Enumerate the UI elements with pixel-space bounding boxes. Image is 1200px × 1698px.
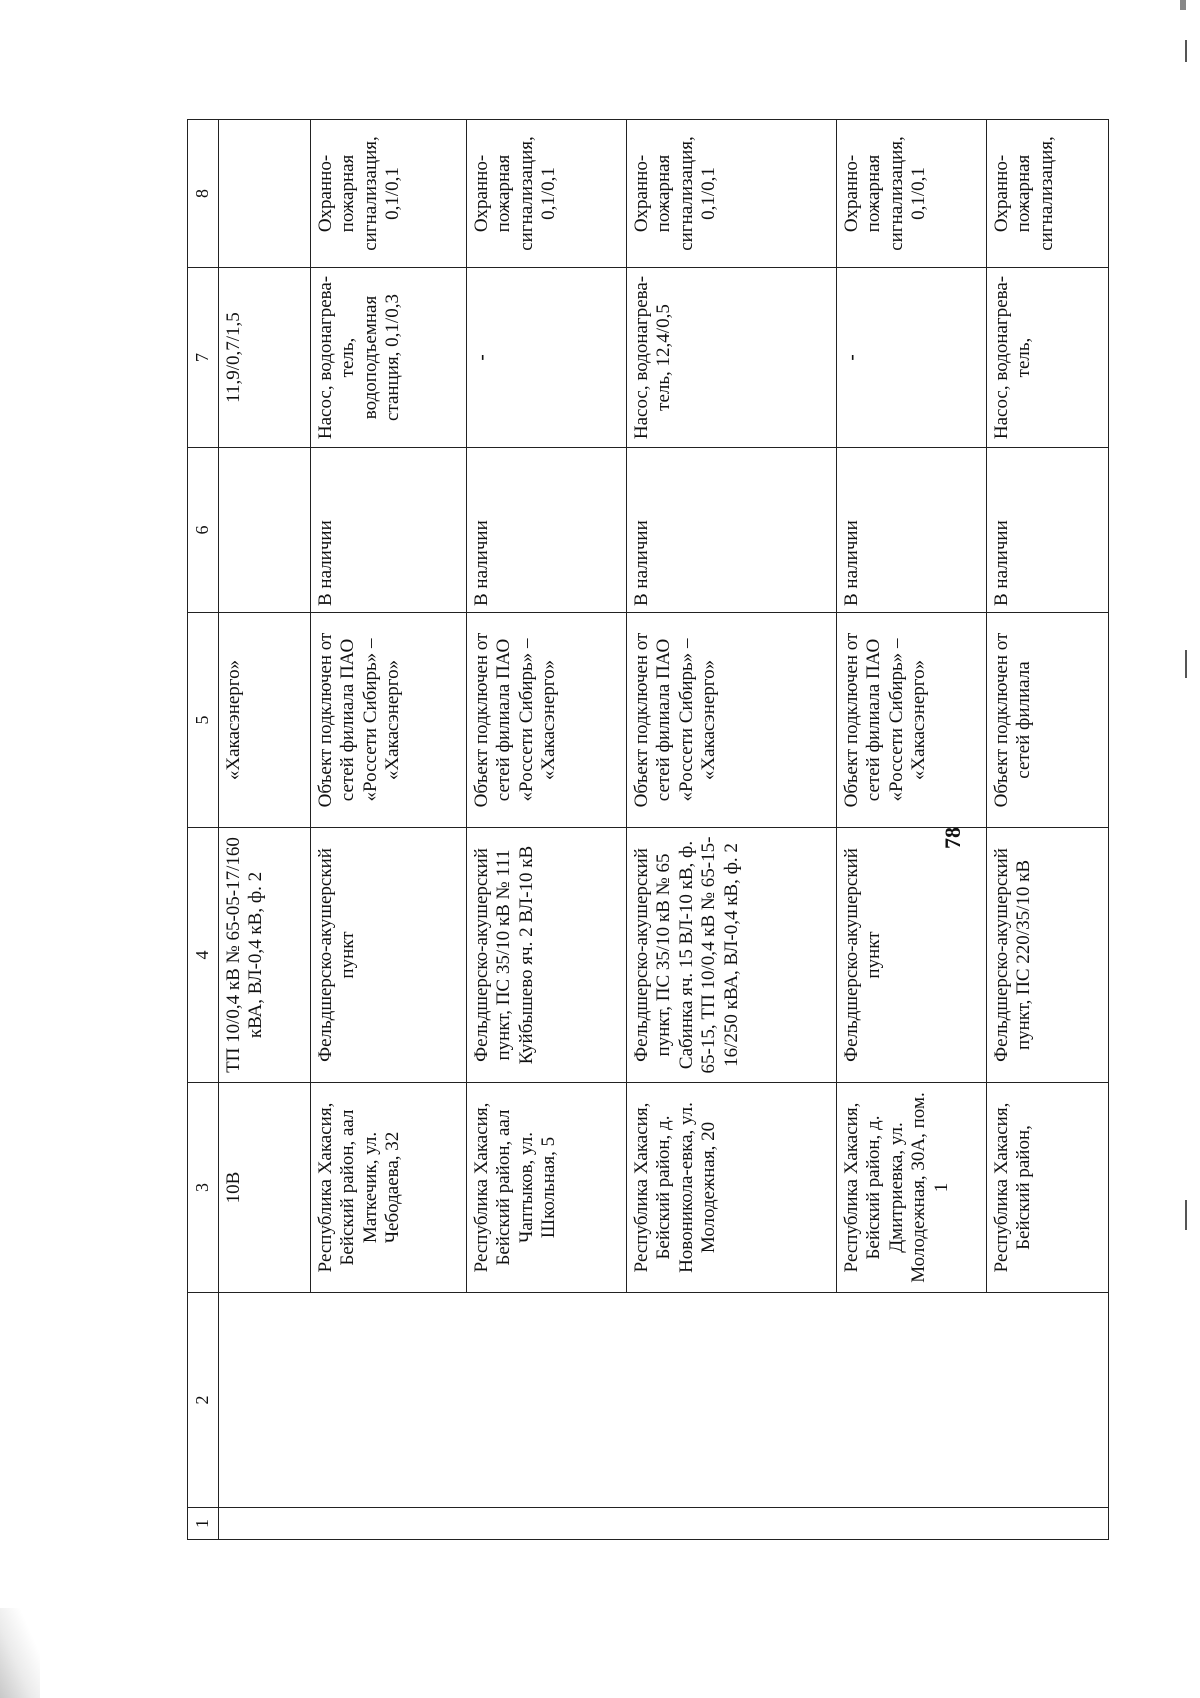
column-header: 8 (188, 120, 219, 268)
table-cell: Насос, водонагрева-тель, 12,4/0,5 (627, 268, 837, 448)
table-cell: Республика Хакасия, Бейский район, аал Маткечик, ул. Чебодаева, 32 (311, 1083, 467, 1293)
table-cell (219, 1293, 1109, 1508)
table-cell: Объект подключен от сетей филиала (987, 613, 1109, 828)
column-header: 2 (188, 1293, 219, 1508)
table-cell: В наличии (311, 448, 467, 613)
table-cell: «Хакасэнерго» (219, 613, 311, 828)
table-cell: 10В (219, 1083, 311, 1293)
table-cell: Республика Хакасия, Бейский район, аал Чаптыков, ул. Школьная, 5 (467, 1083, 627, 1293)
table-cell: Объект подключен от сетей филиала ПАО «Россети Сибирь» – «Хакасэнерго» (311, 613, 467, 828)
column-header: 7 (188, 268, 219, 448)
column-header: 1 (188, 1508, 219, 1540)
table-cell: Насос, водонагрева-тель, (987, 268, 1109, 448)
table-cell: Фельдшерско-акушерский пункт, ПС 35/10 кВ № 65 Сабинка яч. 15 ВЛ-10 кВ, ф. 65-15, ТП 10/0,4 кВ № 65-15-16/250 кВА, ВЛ-0,4 кВ, ф. 2 (627, 828, 837, 1083)
table-cell: ТП 10/0,4 кВ № 65-05-17/160 кВА, ВЛ-0,4 кВ, ф. 2 (219, 828, 311, 1083)
table-cell (219, 448, 311, 613)
table-cell: Охранно-пожарная сигнализация, (987, 120, 1109, 268)
data-table (187, 119, 1109, 1540)
table-cell: Фельдшерско-акушерский пункт (311, 828, 467, 1083)
table-cell: В наличии (627, 448, 837, 613)
scan-mark (1180, 0, 1186, 10)
header-row (188, 120, 219, 1540)
scan-mark (1185, 1200, 1187, 1230)
column-header: 3 (188, 1083, 219, 1293)
table-cell: 11,9/0,7/1,5 (219, 268, 311, 448)
table-cell: Фельдшерско-акушерский пункт, ПС 220/35/10 кВ (987, 828, 1109, 1083)
column-header: 4 (188, 828, 219, 1083)
scan-mark (1185, 40, 1187, 62)
rotated-table-wrapper (187, 120, 1107, 1540)
column-header: 6 (188, 448, 219, 613)
table-cell (219, 120, 311, 268)
table-cell (219, 1508, 1109, 1540)
page-number: 78 (940, 827, 965, 849)
table-cell: Охранно-пожарная сигнализация, 0,1/0,1 (311, 120, 467, 268)
table-cell: В наличии (987, 448, 1109, 613)
table-cell: Охранно-пожарная сигнализация, 0,1/0,1 (627, 120, 837, 268)
table-cell: Объект подключен от сетей филиала ПАО «Россети Сибирь» – «Хакасэнерго» (467, 613, 627, 828)
table-cell: Фельдшерско-акушерский пункт, ПС 35/10 кВ № 111 Куйбышево яч. 2 ВЛ-10 кВ (467, 828, 627, 1083)
table-cell: Фельдшерско-акушерский пункт (837, 828, 987, 1083)
scan-mark (1185, 650, 1187, 678)
table-cell: Охранно-пожарная сигнализация, 0,1/0,1 (837, 120, 987, 268)
column-header: 5 (188, 613, 219, 828)
table-cell: В наличии (467, 448, 627, 613)
table-container (187, 120, 1107, 1540)
table-cell: Объект подключен от сетей филиала ПАО «Россети Сибирь» – «Хакасэнерго» (627, 613, 837, 828)
table-cell: Республика Хакасия, Бейский район, д. Дмитриевка, ул. Молодежная, 30А, пом. 1 (837, 1083, 987, 1293)
table-cell: - (467, 268, 627, 448)
table-cell: Республика Хакасия, Бейский район, (987, 1083, 1109, 1293)
table-row (219, 120, 311, 1540)
table-cell: Республика Хакасия, Бейский район, д. Новоникола-евка, ул. Молодежная, 20 (627, 1083, 837, 1293)
table-cell: Охранно-пожарная сигнализация, 0,1/0,1 (467, 120, 627, 268)
table-cell: В наличии (837, 448, 987, 613)
table-cell: - (837, 268, 987, 448)
table-cell: Объект подключен от сетей филиала ПАО «Россети Сибирь» – «Хакасэнерго» (837, 613, 987, 828)
scan-shadow (0, 1608, 40, 1698)
table-cell: Насос, водонагрева-тель, водоподъемная станция, 0,1/0,3 (311, 268, 467, 448)
